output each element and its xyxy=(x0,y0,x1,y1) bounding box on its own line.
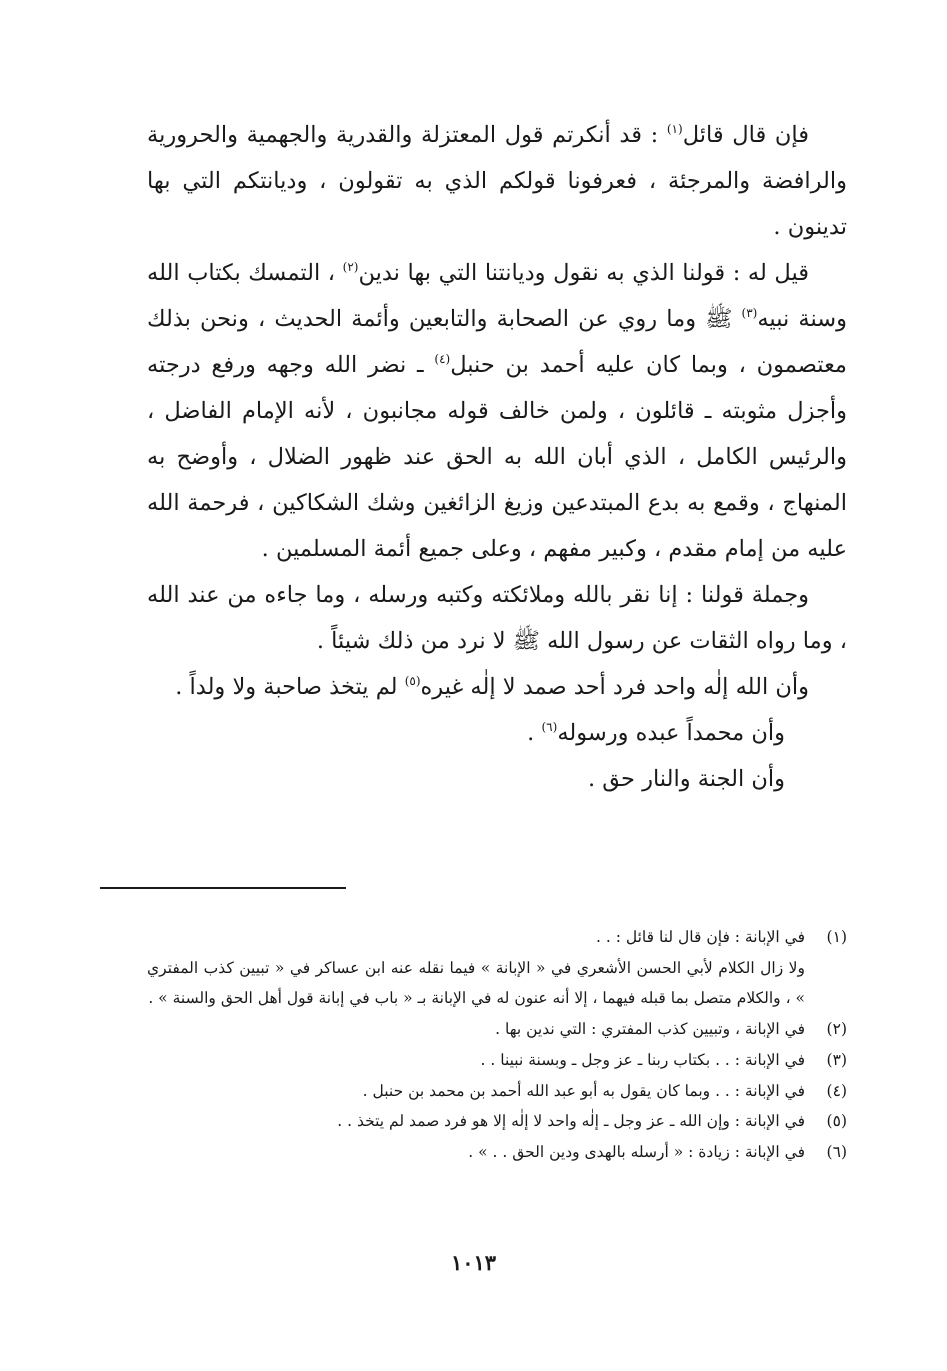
footnote-number: (٦) xyxy=(826,1142,847,1161)
text-run: . xyxy=(527,720,542,746)
main-text xyxy=(147,112,847,802)
footnote-6 xyxy=(147,1137,847,1168)
footnote-ref[interactable]: (٥) xyxy=(404,674,421,688)
paragraph-prophet xyxy=(147,710,847,756)
footnote-ref[interactable]: (٢) xyxy=(342,260,359,274)
footnote-3 xyxy=(147,1045,847,1076)
paragraph-answer xyxy=(147,250,847,572)
footnote-ref[interactable]: (١) xyxy=(666,122,683,136)
footnote-1 xyxy=(147,922,847,1014)
text-run: وأن الله إلٰه واحد فرد أحد صمد لا إلٰه غيره xyxy=(420,674,809,700)
footnote-2 xyxy=(147,1014,847,1045)
text-run: ، التمسك بكتاب الله وسنة نبيه xyxy=(147,260,847,332)
footnote-text: في الإبانة : فإن قال لنا قائل : . . xyxy=(596,928,805,946)
text-run: قيل له : قولنا الذي به نقول وديانتنا التي بها ندين xyxy=(358,260,809,286)
footnote-text: في الإبانة : . . بكتاب ربنا ـ عز وجل ـ وبسنة نبينا . . xyxy=(480,1050,805,1069)
footnote-5 xyxy=(147,1106,847,1137)
footnote-text: في الإبانة : وإن الله ـ عز وجل ـ إلٰه واحد لا إلٰه إلا هو فرد صمد لم يتخذ . . xyxy=(337,1112,805,1131)
footnote-text: في الإبانة : . . وبما كان يقول به أبو عبد الله أحمد بن محمد بن حنبل . xyxy=(362,1081,805,1100)
footnote-divider xyxy=(100,887,346,889)
text-run: : قد أنكرتم قول المعتزلة والقدرية والجهمية والحرورية والرافضة والمرجئة ، فعرفونا قولكم الذي به تقولون ، وديانتكم التي بها تدينون . xyxy=(147,122,847,240)
footnote-number: (٢) xyxy=(826,1020,847,1039)
paragraph-question xyxy=(147,112,847,250)
footnote-continuation: ولا زال الكلام لأبي الحسن الأشعري في « الإبانة » فيما نقله عنه ابن عساكر في « تبيين كذب المفتري » ، والكلام متصل بما قبله فيهما ، إلا أنه عنون له في الإبانة بـ « باب في إبانة قول أهل الحق والسنة » . xyxy=(147,958,805,1008)
footnote-number: (٥) xyxy=(826,1112,847,1131)
text-run: ـ نضر الله وجهه ورفع درجته وأجزل مثوبته ـ قائلون ، ولمن خالف قوله مجانبون ، لأنه الإمام الفاضل ، والرئيس الكامل ، الذي أبان الله به الحق عند ظهور الضلال ، وأوضح به المنهاج ، وقمع به بدع المبتدعين وزيغ الزائغين وشك الشكاكين ، فرحمة الله عليه من إمام مقدم ، وكبير مفهم ، وعلى جميع أئمة المسلمين . xyxy=(147,352,847,562)
footnote-number: (٣) xyxy=(826,1050,847,1069)
footnote-ref[interactable]: (٦) xyxy=(541,720,558,734)
text-run: لم يتخذ صاحبة ولا ولداً . xyxy=(175,674,405,700)
footnote-ref[interactable]: (٤) xyxy=(434,352,451,366)
text-run: وأن محمداً عبده ورسوله xyxy=(557,720,785,746)
text-run: فإن قال قائل xyxy=(682,122,810,148)
footnote-ref[interactable]: (٣) xyxy=(741,306,758,320)
footnote-text: في الإبانة ، وتبيين كذب المفتري : التي ندين بها . xyxy=(495,1020,805,1039)
paragraph-paradise-hell: وأن الجنة والنار حق . xyxy=(587,766,785,792)
footnote-number: (٤) xyxy=(826,1081,847,1100)
text-run: ﷺ وما روي عن الصحابة والتابعين وأئمة الحديث ، ونحن بذلك معتصمون ، وبما كان عليه أحمد بن حنبل xyxy=(147,306,847,378)
paragraph-oneness xyxy=(147,664,847,710)
footnote-text: في الإبانة : زيادة : « أرسله بالهدى ودين الحق . . » . xyxy=(468,1142,805,1161)
paragraph-summary: وجملة قولنا : إنا نقر بالله وملائكته وكتبه ورسله ، وما جاءه من عند الله ، وما رواه الثقات عن رسول الله ﷺ لا نرد من ذلك شيئاً . xyxy=(147,582,847,654)
page-number: ١٠١٣ xyxy=(450,1250,497,1275)
footnote-number: (١) xyxy=(826,928,847,946)
footnote-4 xyxy=(147,1076,847,1107)
footnotes-section xyxy=(147,922,847,1168)
